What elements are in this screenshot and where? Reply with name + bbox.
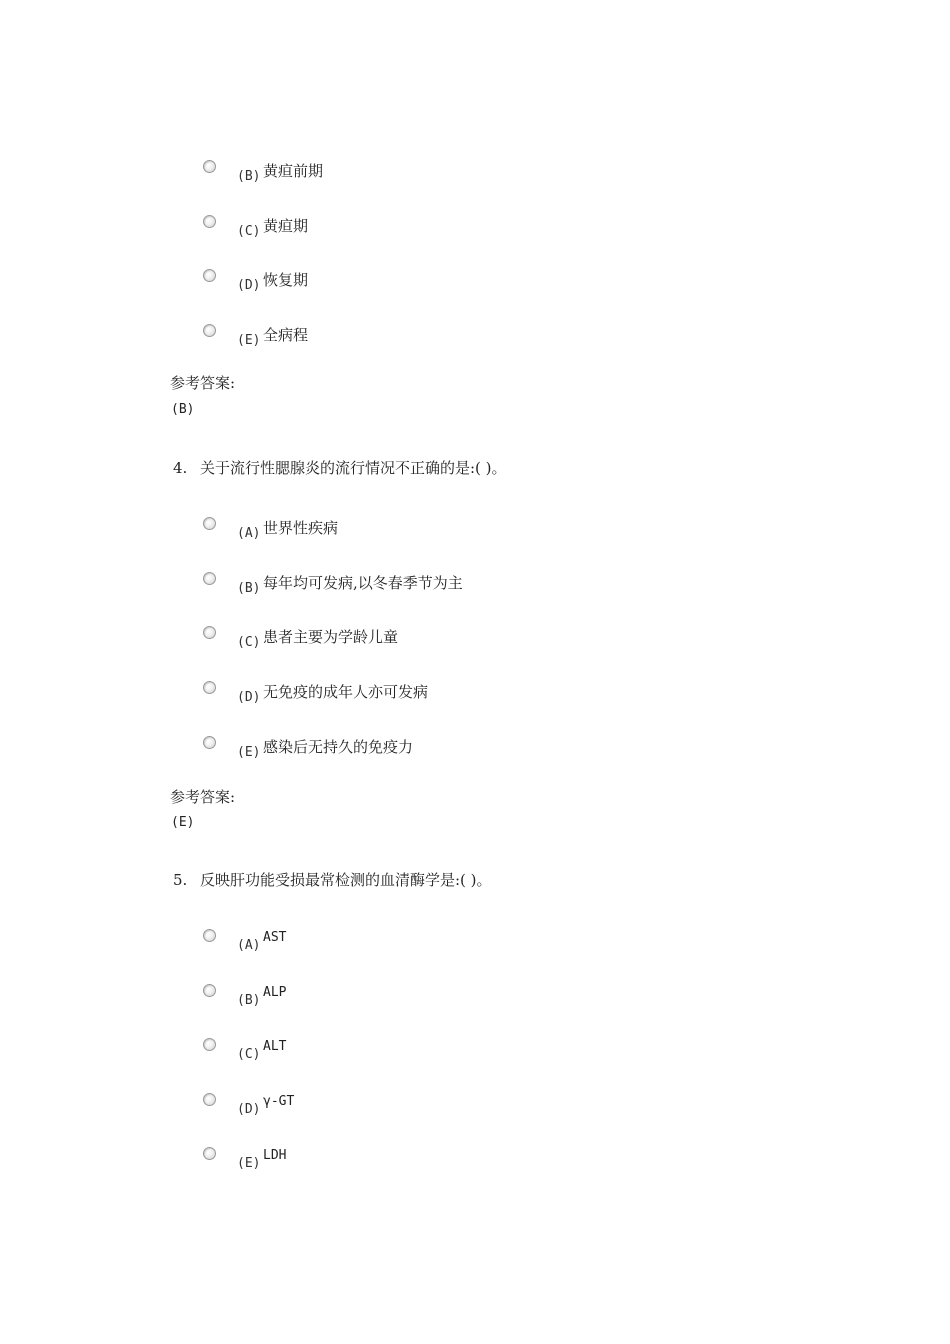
radio-button[interactable] <box>203 517 216 530</box>
option-3-d[interactable] <box>203 269 703 299</box>
option-text: 恢复期 <box>263 271 309 289</box>
option-text: 黄疸前期 <box>263 162 324 180</box>
radio-button[interactable] <box>203 269 216 282</box>
answer-value: (E) <box>171 815 195 830</box>
option-3-c[interactable] <box>203 215 703 245</box>
question-stem <box>173 869 492 890</box>
option-4-b[interactable] <box>203 572 703 602</box>
option-text: 黄疸期 <box>263 217 309 235</box>
option-letter: (E) <box>237 333 261 348</box>
option-text: 全病程 <box>263 326 309 344</box>
option-text: γ-GT <box>263 1094 295 1109</box>
option-letter: (D) <box>237 1102 261 1117</box>
option-4-a[interactable] <box>203 517 703 547</box>
option-3-b[interactable] <box>203 160 703 190</box>
option-3-e[interactable] <box>203 324 703 354</box>
option-5-b[interactable] <box>203 984 703 1014</box>
answer-label: 参考答案: <box>170 788 236 806</box>
option-4-c[interactable] <box>203 626 703 656</box>
radio-button[interactable] <box>203 681 216 694</box>
radio-button[interactable] <box>203 736 216 749</box>
option-letter: (B) <box>237 993 261 1008</box>
radio-button[interactable] <box>203 324 216 337</box>
option-text: 世界性疾病 <box>263 519 339 537</box>
question-number: 4. <box>173 459 188 477</box>
option-letter: (C) <box>237 224 261 239</box>
option-letter: (E) <box>237 745 261 760</box>
option-4-d[interactable] <box>203 681 703 711</box>
radio-button[interactable] <box>203 160 216 173</box>
radio-button[interactable] <box>203 929 216 942</box>
radio-button[interactable] <box>203 1038 216 1051</box>
option-letter: (B) <box>237 169 261 184</box>
question-text: 反映肝功能受损最常检测的血清酶学是:( )。 <box>200 871 492 889</box>
question-stem <box>173 457 507 478</box>
option-text: ALT <box>263 1039 287 1054</box>
option-text: 患者主要为学龄儿童 <box>263 628 399 646</box>
option-letter: (A) <box>237 938 261 953</box>
answer-value: (B) <box>171 402 195 417</box>
option-letter: (D) <box>237 690 261 705</box>
option-5-e[interactable] <box>203 1147 703 1177</box>
option-letter: (A) <box>237 526 261 541</box>
option-text: 每年均可发病,以冬春季节为主 <box>263 574 463 592</box>
radio-button[interactable] <box>203 1147 216 1160</box>
option-text: LDH <box>263 1148 287 1163</box>
radio-button[interactable] <box>203 626 216 639</box>
question-number: 5. <box>173 871 188 889</box>
option-4-e[interactable] <box>203 736 703 766</box>
radio-button[interactable] <box>203 984 216 997</box>
option-letter: (E) <box>237 1156 261 1171</box>
option-letter: (C) <box>237 635 261 650</box>
option-text: 无免疫的成年人亦可发病 <box>263 683 429 701</box>
option-letter: (C) <box>237 1047 261 1062</box>
option-text: AST <box>263 930 287 945</box>
option-letter: (B) <box>237 581 261 596</box>
option-5-c[interactable] <box>203 1038 703 1068</box>
radio-button[interactable] <box>203 215 216 228</box>
option-text: ALP <box>263 985 287 1000</box>
option-5-d[interactable] <box>203 1093 703 1123</box>
radio-button[interactable] <box>203 1093 216 1106</box>
radio-button[interactable] <box>203 572 216 585</box>
option-text: 感染后无持久的免疫力 <box>263 738 414 756</box>
option-letter: (D) <box>237 278 261 293</box>
answer-label: 参考答案: <box>170 374 236 392</box>
question-text: 关于流行性腮腺炎的流行情况不正确的是:( )。 <box>200 459 507 477</box>
option-5-a[interactable] <box>203 929 703 959</box>
